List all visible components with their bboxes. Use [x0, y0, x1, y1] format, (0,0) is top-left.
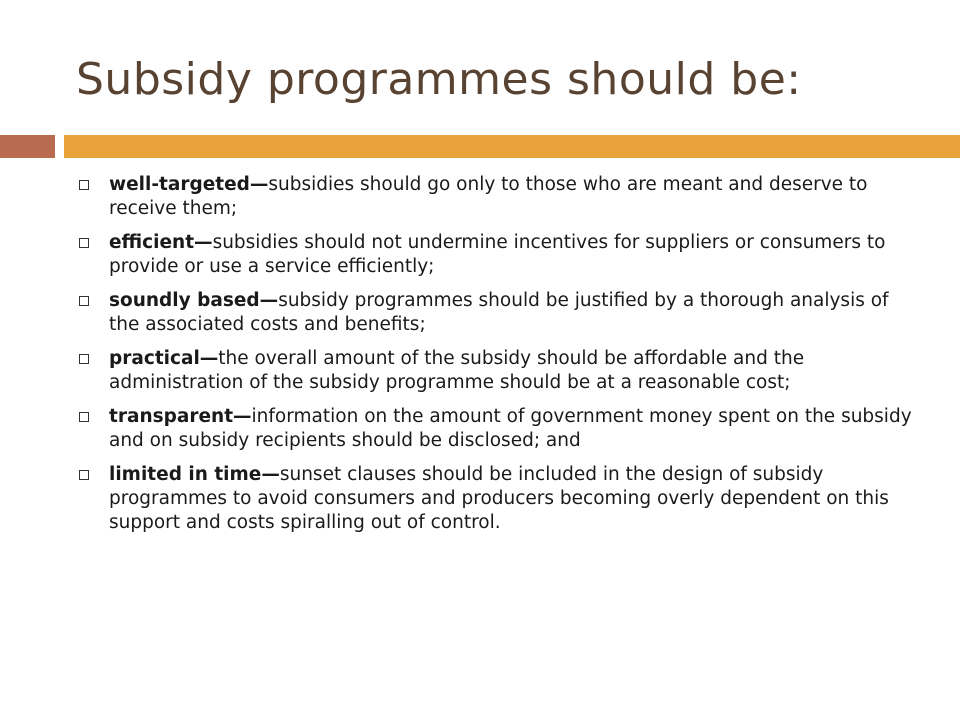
bullet-item-well-targeted [76, 173, 916, 221]
bullet-text: subsidies should not undermine incentives for suppliers or consumers to provide or use a service efficiently; [109, 232, 886, 277]
bullet-text: information on the amount of government money spent on the subsidy and on subsidy recipients should be disclosed; and [109, 406, 912, 451]
bullet-item-transparent [76, 405, 916, 453]
bullet-term: practical— [109, 348, 219, 369]
bullet-term: well-targeted— [109, 174, 269, 195]
hollow-square-bullet-icon [79, 238, 89, 248]
hollow-square-bullet-icon [79, 354, 89, 364]
bullet-term: efficient— [109, 232, 213, 253]
bullet-list [76, 173, 916, 545]
bullet-text: subsidies should go only to those who are meant and deserve to receive them; [109, 174, 868, 219]
bullet-item-soundly-based [76, 289, 916, 337]
bullet-text: sunset clauses should be included in the design of subsidy programmes to avoid consumers and producers becoming overly dependent on this support and costs spiralling out of control. [109, 464, 889, 533]
bullet-term: transparent— [109, 406, 252, 427]
accent-bar-right [64, 135, 960, 158]
bullet-term: limited in time— [109, 464, 280, 485]
bullet-text: subsidy programmes should be justified by a thorough analysis of the associated costs and benefits; [109, 290, 889, 335]
bullet-term: soundly based— [109, 290, 279, 311]
bullet-text: the overall amount of the subsidy should be affordable and the administration of the subsidy programme should be at a reasonable cost; [109, 348, 805, 393]
hollow-square-bullet-icon [79, 412, 89, 422]
hollow-square-bullet-icon [79, 470, 89, 480]
hollow-square-bullet-icon [79, 180, 89, 190]
slide-title: Subsidy programmes should be: [76, 54, 802, 105]
bullet-item-limited-in-time [76, 463, 916, 535]
bullet-item-efficient [76, 231, 916, 279]
bullet-item-practical [76, 347, 916, 395]
hollow-square-bullet-icon [79, 296, 89, 306]
accent-bar-left [0, 135, 55, 158]
